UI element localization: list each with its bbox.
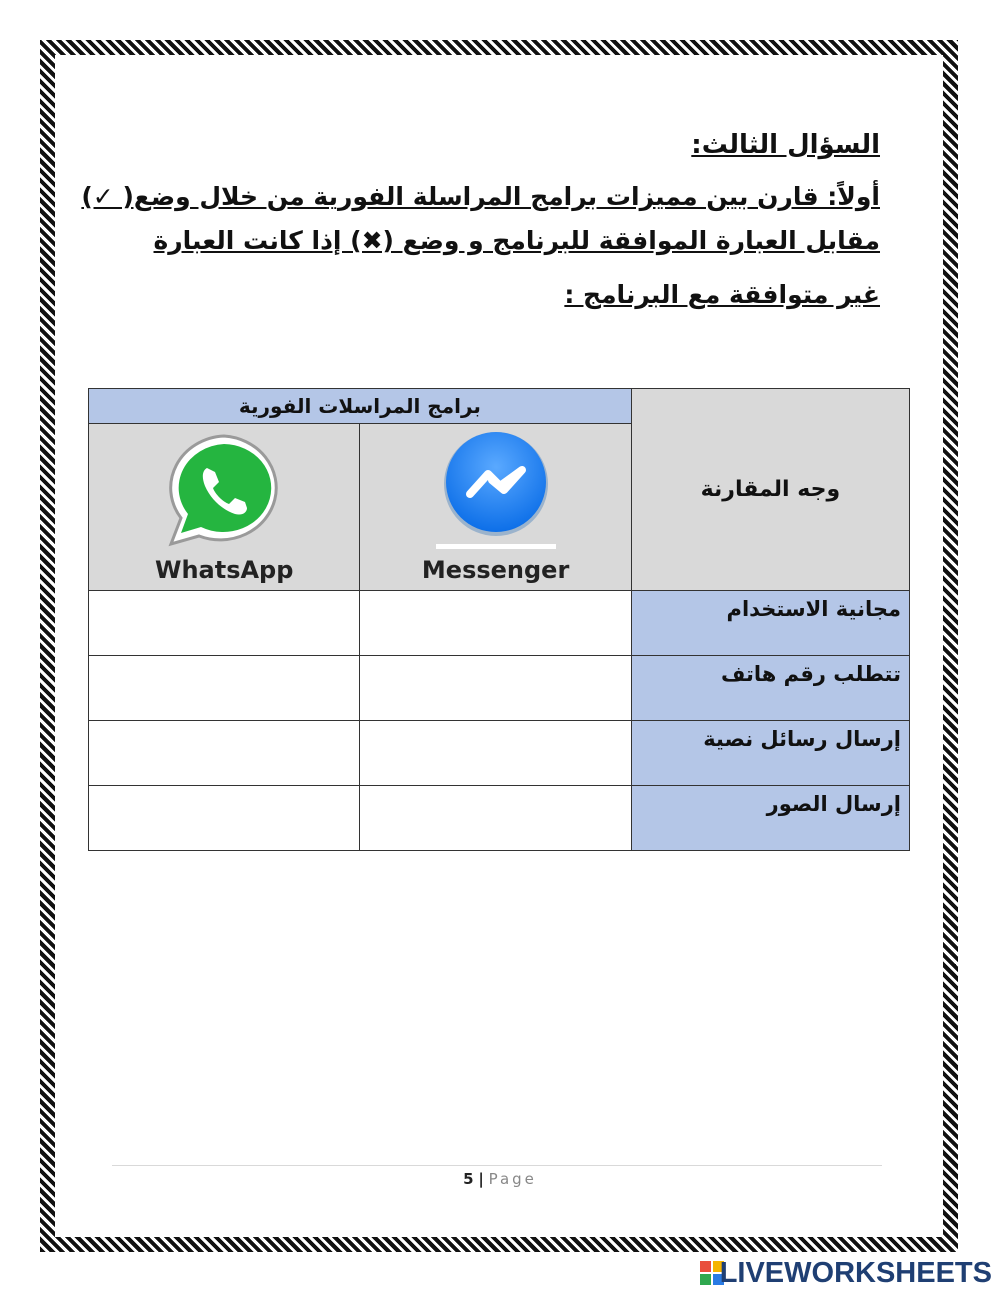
liveworksheets-watermark: LIVEWORKSHEETS (719, 1257, 992, 1289)
criteria-header: وجه المقارنة (631, 389, 909, 591)
answer-cell-messenger-4[interactable] (360, 786, 631, 851)
messenger-logo-cell (360, 424, 631, 591)
whatsapp-icon (159, 430, 289, 550)
page-word: Page (488, 1170, 537, 1188)
page-number: 5 (463, 1170, 474, 1188)
table-row (89, 591, 910, 656)
answer-cell-whatsapp-4[interactable] (89, 786, 360, 851)
page-footer (0, 1170, 1000, 1188)
footer-separator: | (478, 1170, 484, 1188)
answer-cell-messenger-2[interactable] (360, 656, 631, 721)
answer-cell-whatsapp-3[interactable] (89, 721, 360, 786)
messenger-label: Messenger (421, 556, 570, 584)
instruction-line-3: غير متوافقة مع البرنامج : (564, 280, 880, 309)
table-row (89, 721, 910, 786)
comparison-table (88, 388, 910, 851)
table-row (89, 786, 910, 851)
instruction-line-2: مقابل العبارة الموافقة للبرنامج و وضع (✖) إذا كانت العبارة (153, 226, 880, 255)
question-title: السؤال الثالث: (691, 130, 880, 160)
instruction-line-1: أولاً: قارن بين مميزات برامج المراسلة الفورية من خلال وضع( ✓) (81, 182, 880, 211)
criterion-phone-required: تتطلب رقم هاتف (631, 656, 909, 721)
apps-group-header: برامج المراسلات الفورية (89, 389, 632, 424)
whatsapp-logo-cell (89, 424, 360, 591)
answer-cell-messenger-3[interactable] (360, 721, 631, 786)
whatsapp-label: WhatsApp (154, 556, 294, 584)
criterion-send-photos: إرسال الصور (631, 786, 909, 851)
criterion-text-messages: إرسال رسائل نصية (631, 721, 909, 786)
answer-cell-whatsapp-2[interactable] (89, 656, 360, 721)
messenger-icon (436, 430, 556, 556)
criterion-free-use: مجانية الاستخدام (631, 591, 909, 656)
answer-cell-whatsapp-1[interactable] (89, 591, 360, 656)
footer-divider (112, 1165, 882, 1166)
answer-cell-messenger-1[interactable] (360, 591, 631, 656)
table-row (89, 656, 910, 721)
